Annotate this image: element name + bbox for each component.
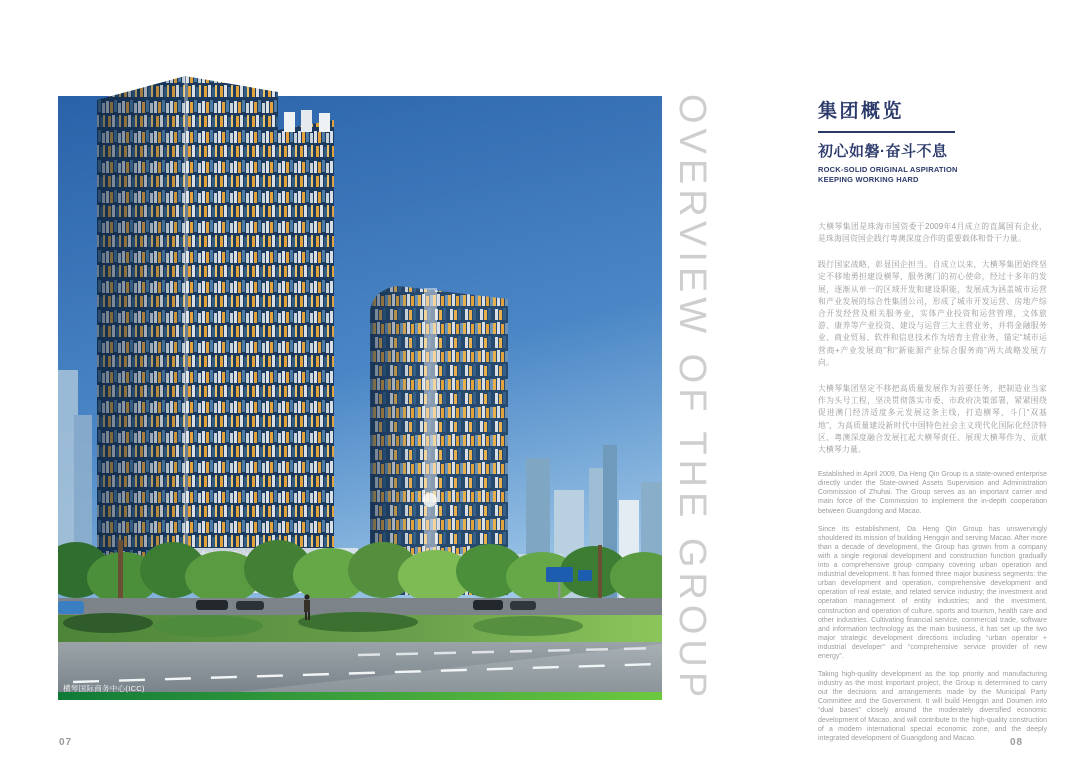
- paragraph-en-2: Since its establishment, Da Heng Qin Group has unswervingly shouldered its mission of building Hengqin and serving Macao. After more than a decade of development, the Group has grown from a company with a single regional development and construction function gradually into a comprehensive group company covering urban operation and industrial development. It has formed three major business segments: the urban development and operation, comprehensive development and operation of real estate, and related service industry; the investment and operation management of entity industries; and the investment, construction and operation of culture, sports and tourism, health care and other industries. Cultivating financial service, commercial trade, software and information technology as the main business, it has set up the two major strategic development directions including “urban operator + industrial developer” and “comprehensive service provider of new energy”.: [818, 525, 1047, 660]
- page-title-en-line2: KEEPING WORKING HARD: [818, 174, 919, 184]
- english-paragraphs: [818, 470, 1047, 743]
- title-divider: [818, 131, 955, 133]
- page-subtitle-cn: 初心如磐·奋斗不息: [818, 142, 948, 160]
- page-number-right: 08: [1010, 737, 1024, 748]
- tower-left: [97, 76, 334, 575]
- vertical-section-title: OVERVIEW OF THE GROUP: [671, 94, 713, 703]
- paragraph-en-3: Taking high-quality development as the top priority and manufacturing industry as the most important project, the Group is determined to carry out the decisions and arrangements made by the Municipal Party Committee and the Government. It will build Hengqin and Doumen into “dual bases” closely around the moderately diversified economic development of Macao, and will contribute to the high-quality construction of a modern international special economic zone, and the deeply integrated development of Guangdong and Macao.: [818, 671, 1047, 742]
- photo-caption: 横琴国际商务中心(ICC): [63, 684, 145, 693]
- photo-hengqin-towers: [58, 70, 662, 700]
- page-number-left: 07: [59, 737, 73, 748]
- footer-green-strip: [58, 692, 662, 700]
- paragraph-en-1: Established in April 2009, Da Heng Qin Group is a state-owned enterprise directly under the State-owned Assets Supervision and Administration Commission of Zhuhai. The Group serves as an important carrier and main force of the Commission to implement the in-depth cooperation between Guangdong and Macao.: [818, 471, 1047, 515]
- photo-illustration: [58, 70, 662, 700]
- paragraph-cn-3: 大横琴集团坚定不移把高质量发展作为首要任务，把制造业当家作为头号工程，坚决贯彻落实市委、市政府决策部署，紧紧围绕促进澳门经济适度多元发展这条主线，打造横琴、斗门“双基地”，为高质量建设新时代中国特色社会主义现代化国际化经济特区、粤澳深度融合发展扛起大横琴责任、展现大横琴作为、贡献大横琴力量。: [818, 383, 1047, 454]
- paragraph-cn-2: 践行国家战略，彰显国企担当。自成立以来，大横琴集团始终坚定不移地勇担建设横琴、服务澳门的初心使命，经过十多年的发展，逐渐从单一的区域开发和建设职能，发展成为涵盖城市运营和产业发展的综合性集团公司，形成了城市开发运营、房地产综合开发经营及相关服务业，实体产业投资和运营管理，文体旅游、康养等产业投资、建设与运营三大主营业务，并将金融服务业、商业贸易、软件和信息技术作为培育主营业务，锚定“城市运营商+产业发展商”和“新能源产业综合服务商”两大战略发展方向。: [818, 260, 1047, 367]
- page-title-en-line1: ROCK-SOLID ORIGINAL ASPIRATION: [818, 164, 958, 174]
- paragraph-cn-1: 大横琴集团是珠海市国资委于2009年4月成立的直属国有企业，是珠海国资国企践行粤澳深度合作的重要载体和骨干力量。: [818, 221, 1047, 243]
- right-page-column: [818, 96, 1047, 752]
- page-title-cn: 集团概览: [818, 101, 905, 122]
- chinese-paragraphs: [818, 221, 1047, 456]
- page-title-en: [818, 165, 1047, 185]
